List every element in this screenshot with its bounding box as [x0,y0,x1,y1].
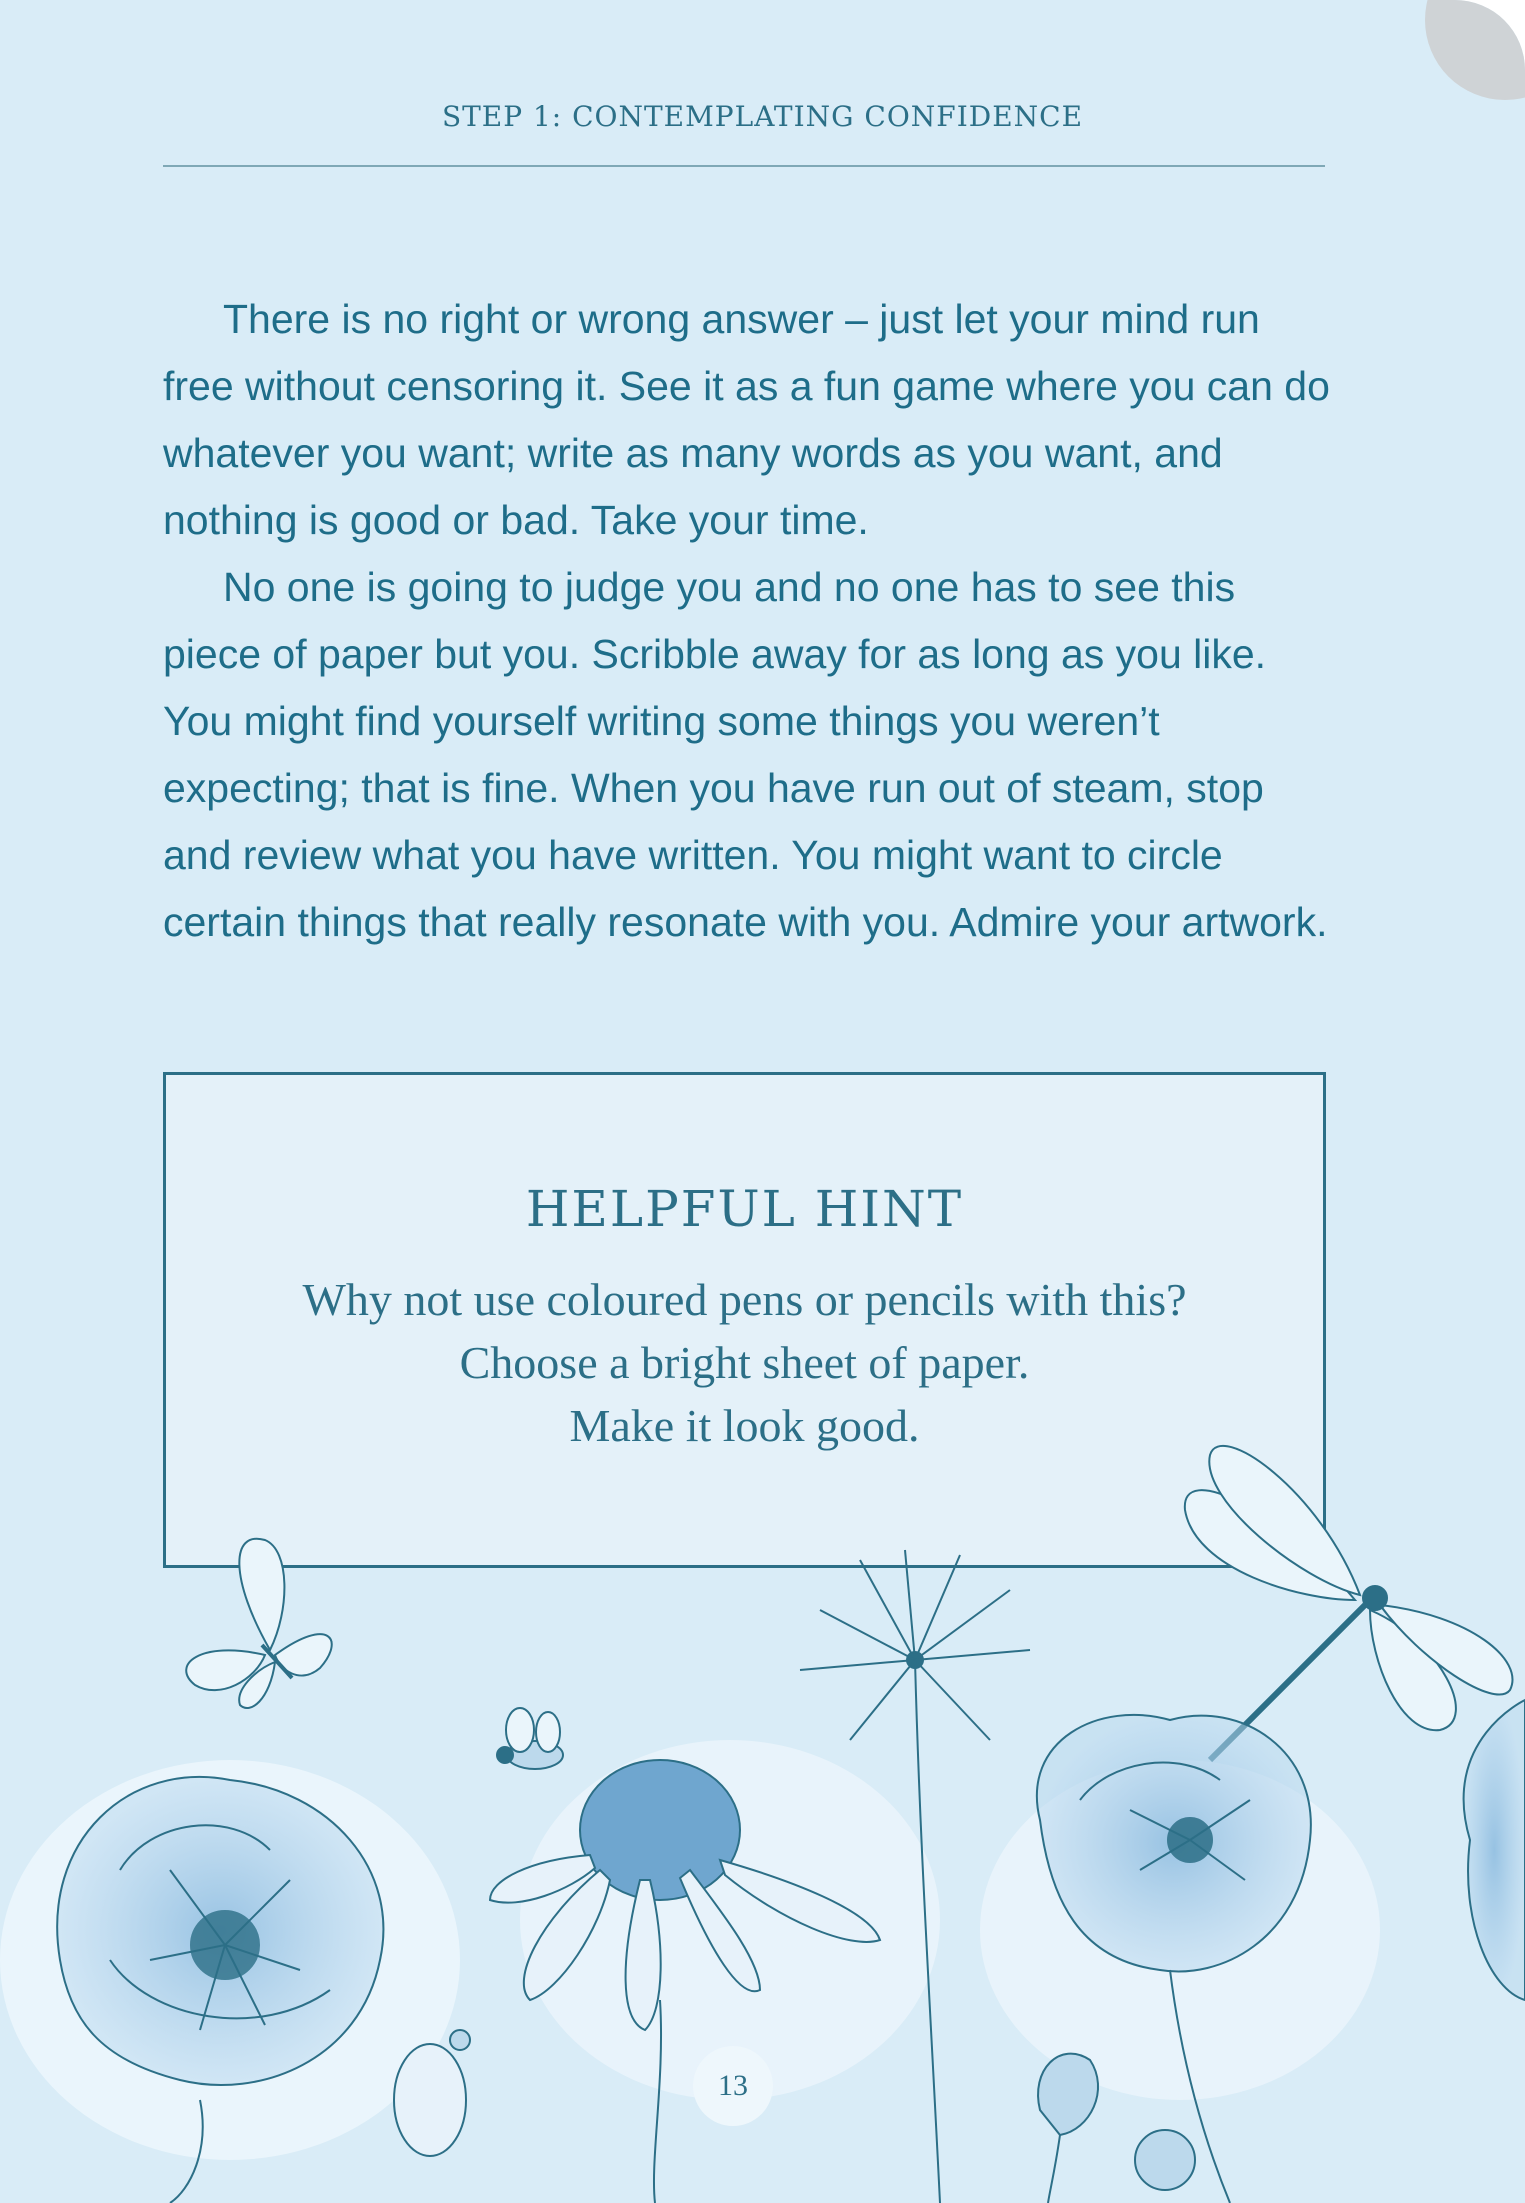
header-rule [163,165,1325,167]
hint-line: Make it look good. [569,1400,920,1451]
paragraph-2: No one is going to judge you and no one has to see this piece of paper but you. Scribble away for as long as you like. You might find yourself writing some things you weren’t expecting; that is fine. When you have run out of steam, stop and review what you have written. You might want to circle certain things that really resonate with you. Admire your artwork. [163,564,1328,945]
hint-line: Why not use coloured pens or pencils with this? [302,1274,1187,1325]
bee-icon [497,1708,563,1769]
page-corner-shadow [1425,0,1525,100]
page-number: 13 [693,2046,773,2126]
paragraph-1: There is no right or wrong answer – just let your mind run free without censoring it. See it as a fun game where you can do whatever you want; write as many words as you want, and nothing is good or bad. Take your time. [163,296,1330,543]
hint-line: Choose a bright sheet of paper. [459,1337,1030,1388]
hint-title: HELPFUL HINT [525,1180,964,1238]
running-head: STEP 1: CONTEMPLATING CONFIDENCE [441,100,1084,133]
butterfly-icon [186,1539,331,1708]
poppy-flower-icon [1464,1700,1525,2000]
dragonfly-icon [1185,1446,1513,1760]
body-text [163,286,1333,956]
